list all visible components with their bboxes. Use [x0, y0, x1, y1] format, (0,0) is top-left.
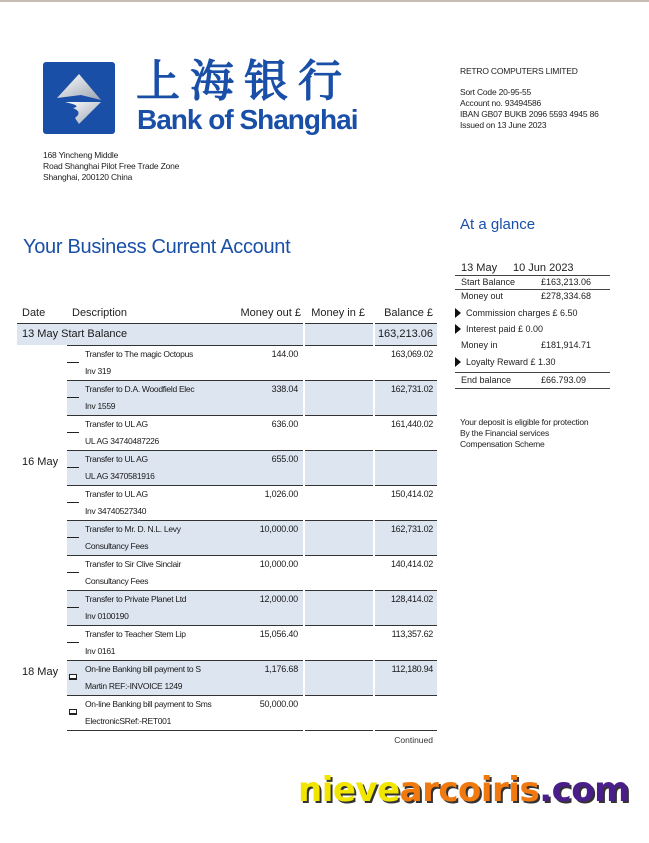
period-start: 13 May [461, 262, 498, 274]
sort-code: Sort Code 20-95-55 [460, 87, 532, 97]
row-money-out: 15,056.40 [259, 629, 298, 639]
watermark: nievearcoiris.com [298, 770, 630, 810]
row-reference: UL AG 3470581916 [85, 471, 155, 481]
issued-date: Issued on 13 June 2023 [460, 120, 547, 130]
page-title: Your Business Current Account [23, 236, 291, 258]
row-reference: Inv 34740527340 [85, 506, 147, 516]
account-number: Account no. 93494586 [460, 98, 542, 108]
row-description: Transfer to UL AG [85, 489, 148, 499]
table-header [17, 306, 437, 323]
row-money-out: 338.04 [271, 384, 298, 394]
row-description: On-line Banking bill payment to S [85, 664, 201, 674]
header-description: Description [72, 307, 128, 319]
glance-period [455, 260, 610, 276]
row-reference: Inv 0100190 [85, 611, 129, 621]
row-reference: Inv 0161 [85, 646, 116, 656]
table-row [17, 450, 437, 485]
row-reference: ElectronicSRef:-RET001 [85, 716, 171, 726]
bank-address [43, 150, 179, 183]
glance-interest[interactable]: Interest paid £ 0.00 [455, 323, 610, 335]
deposit-protection-note: Your deposit is eligible for protection By the Financial services Compensation Scheme [460, 417, 589, 449]
dash-icon [67, 432, 79, 433]
table-row [17, 345, 437, 380]
start-balance-row: 13 May Start Balance 163,213.06 [17, 323, 437, 345]
glance-end-balance: End balance £66.793.09 [455, 372, 610, 389]
row-description: On-line Banking bill payment to Sms [85, 699, 212, 709]
table-row [17, 590, 437, 625]
row-money-out: 10,000.00 [259, 559, 298, 569]
row-money-out: 1,176.68 [264, 664, 298, 674]
period-end: 10 Jun 2023 [513, 262, 574, 274]
glance-loyalty[interactable]: Loyalty Reward £ 1.30 [455, 356, 610, 368]
glance-panel [455, 260, 610, 389]
row-reference: Consultancy Fees [85, 576, 149, 586]
bank-name-english: Bank of Shanghai [137, 104, 358, 135]
dash-icon [67, 397, 79, 398]
row-reference: Consultancy Fees [85, 541, 149, 551]
header-balance: Balance £ [384, 307, 433, 319]
table-row [17, 520, 437, 555]
dash-icon [67, 467, 79, 468]
header-money-out: Money out £ [240, 307, 301, 319]
dash-icon [67, 502, 79, 503]
row-description: Transfer to UL AG [85, 419, 148, 429]
dash-icon [67, 362, 79, 363]
address-line: Shanghai, 200120 China [43, 172, 133, 182]
address-line: Road Shanghai Pilot Free Trade Zone [43, 161, 180, 171]
row-description: Transfer to UL AG [85, 454, 148, 464]
dash-icon [67, 607, 79, 608]
row-money-out: 10,000.00 [259, 524, 298, 534]
account-info [460, 66, 599, 131]
row-balance: 162,731.02 [390, 384, 433, 394]
company-name: RETRO COMPUTERS LIMITED [460, 66, 578, 76]
row-balance: 112,180.94 [391, 664, 433, 674]
row-reference: Martin REF:-INVOICE 1249 [85, 681, 183, 691]
row-money-out: 1,026.00 [264, 489, 298, 499]
header-date: Date [22, 307, 46, 319]
row-balance: 162,731.02 [390, 524, 433, 534]
row-description: Transfer to The magic Octopus [85, 349, 193, 359]
bank-logo-icon [43, 62, 115, 134]
row-money-out: 636.00 [271, 419, 298, 429]
computer-icon [69, 674, 77, 680]
row-balance: 161,440.02 [390, 419, 433, 429]
expand-triangle-icon[interactable] [455, 357, 461, 367]
row-balance: 113,357.62 [391, 629, 433, 639]
row-balance: 150,414.02 [390, 489, 433, 499]
table-row [17, 555, 437, 590]
glance-commission[interactable]: Commission charges £ 6.50 [455, 307, 610, 319]
table-footer [17, 730, 437, 750]
computer-icon [69, 709, 77, 715]
row-money-out: 144.00 [271, 349, 298, 359]
row-description: Transfer to Sir Clive Sinclair [85, 559, 182, 569]
row-balance: 140,414.02 [390, 559, 433, 569]
row-description: Transfer to D.A. Woodfield Elec [85, 384, 195, 394]
row-reference: Inv 319 [85, 366, 111, 376]
row-money-out: 655.00 [271, 454, 298, 464]
row-date: 16 May [22, 456, 59, 468]
expand-triangle-icon[interactable] [455, 324, 461, 334]
transactions-table [17, 306, 437, 750]
row-balance: 163,069.02 [390, 349, 433, 359]
glance-money-in: Money in £181,914.71 [461, 340, 592, 350]
glance-money-out: Money out £278,334.68 [461, 291, 592, 301]
table-row [17, 485, 437, 520]
row-money-out: 50,000.00 [259, 699, 298, 709]
dash-icon [67, 572, 79, 573]
top-border [0, 0, 649, 2]
header-money-in: Money in £ [311, 307, 365, 319]
row-balance: 128,414.02 [390, 594, 433, 604]
row-money-out: 12,000.00 [259, 594, 298, 604]
table-row [17, 415, 437, 450]
dash-icon [67, 537, 79, 538]
iban: IBAN GB07 BUKB 2096 5593 4945 86 [460, 109, 599, 119]
glance-title: At a glance [460, 216, 536, 233]
row-reference: Inv 1559 [85, 401, 116, 411]
row-description: Transfer to Private Planet Ltd [85, 594, 187, 604]
address-line: 168 Yincheng Middle [43, 150, 119, 160]
continued-label: Continued [394, 735, 433, 745]
table-row [17, 660, 437, 695]
bank-name-chinese: 上海银行 [136, 56, 352, 107]
expand-triangle-icon[interactable] [455, 308, 461, 318]
row-description: Transfer to Teacher Stem Lip [85, 629, 186, 639]
row-date: 18 May [22, 666, 59, 678]
table-row [17, 695, 437, 730]
table-row [17, 625, 437, 660]
row-description: Transfer to Mr. D. N.L. Levy [85, 524, 181, 534]
dash-icon [67, 642, 79, 643]
table-row [17, 380, 437, 415]
glance-start-balance: Start Balance £163,213.06 [455, 276, 610, 290]
row-reference: UL AG 34740487226 [85, 436, 159, 446]
